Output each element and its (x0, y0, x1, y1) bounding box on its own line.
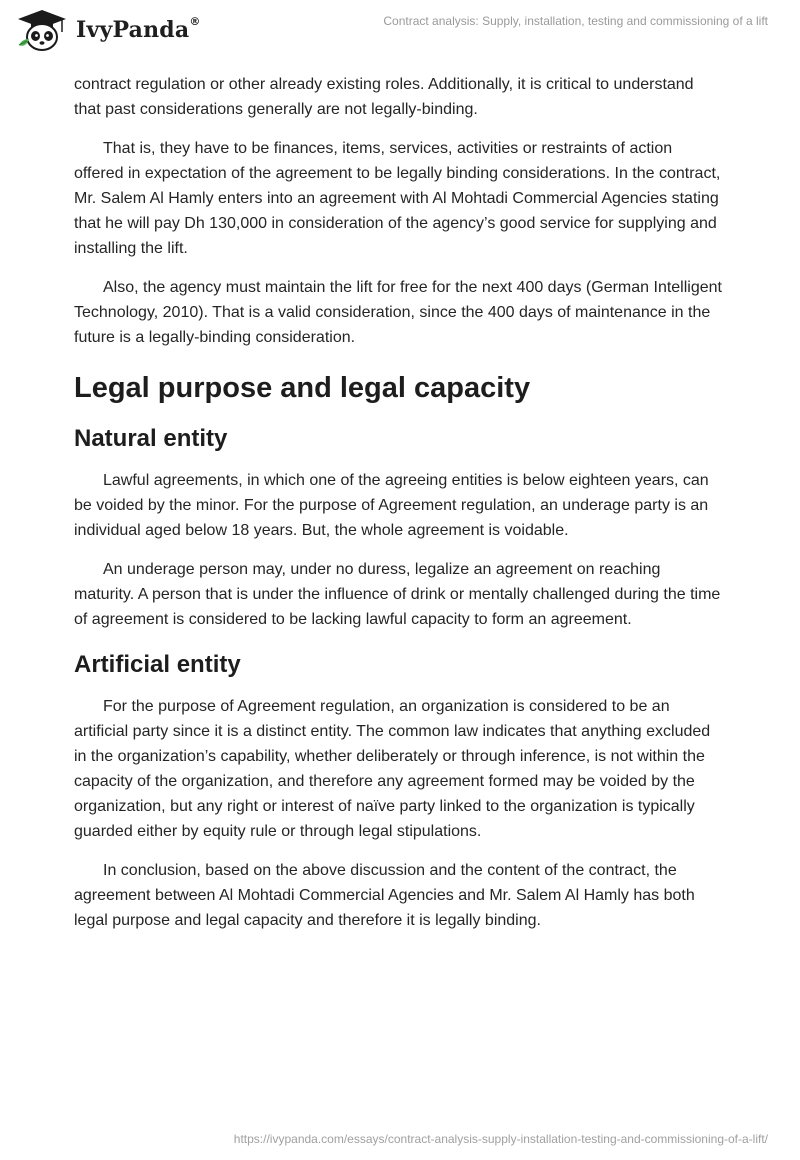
paragraph-1: contract regulation or other already existing roles. Additionally, it is critical to understand that past considerations generally are not legally-binding. (74, 76, 694, 118)
page-header (0, 0, 800, 70)
panda-graduate-icon (14, 8, 70, 52)
paragraph-5: An underage person may, under no duress, legalize an agreement on reaching maturity. A person that is under the influence of drink or mentally challenged during the time of agreement is considered to be lacking lawful capacity to form an agreement. (74, 561, 721, 628)
paragraph-3: Also, the agency must maintain the lift for free for the next 400 days (German Intelligent Technology, 2010). That is a valid consideration, since the 400 days of maintenance in the future is a legally-binding consideration. (74, 279, 722, 346)
paragraph-4: Lawful agreements, in which one of the agreeing entities is below eighteen years, can be voided by the minor. For the purpose of Agreement regulation, an underage party is an individual aged below 18 years. But, the whole agreement is voidable. (74, 472, 709, 539)
paragraph-2: That is, they have to be finances, items, services, activities or restraints of action offered in expectation of the agreement to be legally binding considerations. In the contract, Mr. Salem Al Hamly enters into an agreement with Al Mohtadi Commercial Agencies stating that he will pay Dh 130,000 in consideration of the agency’s good service for supplying and installing the lift. (74, 140, 721, 257)
running-title: Contract analysis: Supply, installation, testing and commissioning of a lift (383, 14, 768, 28)
subheading-natural-entity: Natural entity (74, 425, 228, 452)
essay-content (74, 72, 724, 947)
brand-name: IvyPanda (76, 17, 190, 43)
paragraph-7: In conclusion, based on the above discussion and the content of the contract, the agreement between Al Mohtadi Commercial Agencies and Mr. Salem Al Hamly has both legal purpose and legal capacity and therefore it is legally binding. (74, 862, 695, 929)
source-url-link[interactable]: https://ivypanda.com/essays/contract-analysis-supply-installation-testing-and-commissioning-of-a-lift/ (233, 1132, 768, 1146)
registered-mark: ® (189, 15, 201, 28)
section-heading: Legal purpose and legal capacity (74, 372, 531, 404)
brand-logo[interactable] (14, 8, 201, 52)
paragraph-6: For the purpose of Agreement regulation, an organization is considered to be an artificial party since it is a distinct entity. The common law indicates that anything excluded in the organization’s capability, whether deliberately or through inference, is not within the capacity of the organization, and therefore any agreement formed may be voided by the organization, but any right or interest of naïve party linked to the organization is typically guarded either by equity rule or through legal stipulations. (74, 698, 711, 840)
subheading-artificial-entity: Artificial entity (74, 651, 241, 678)
